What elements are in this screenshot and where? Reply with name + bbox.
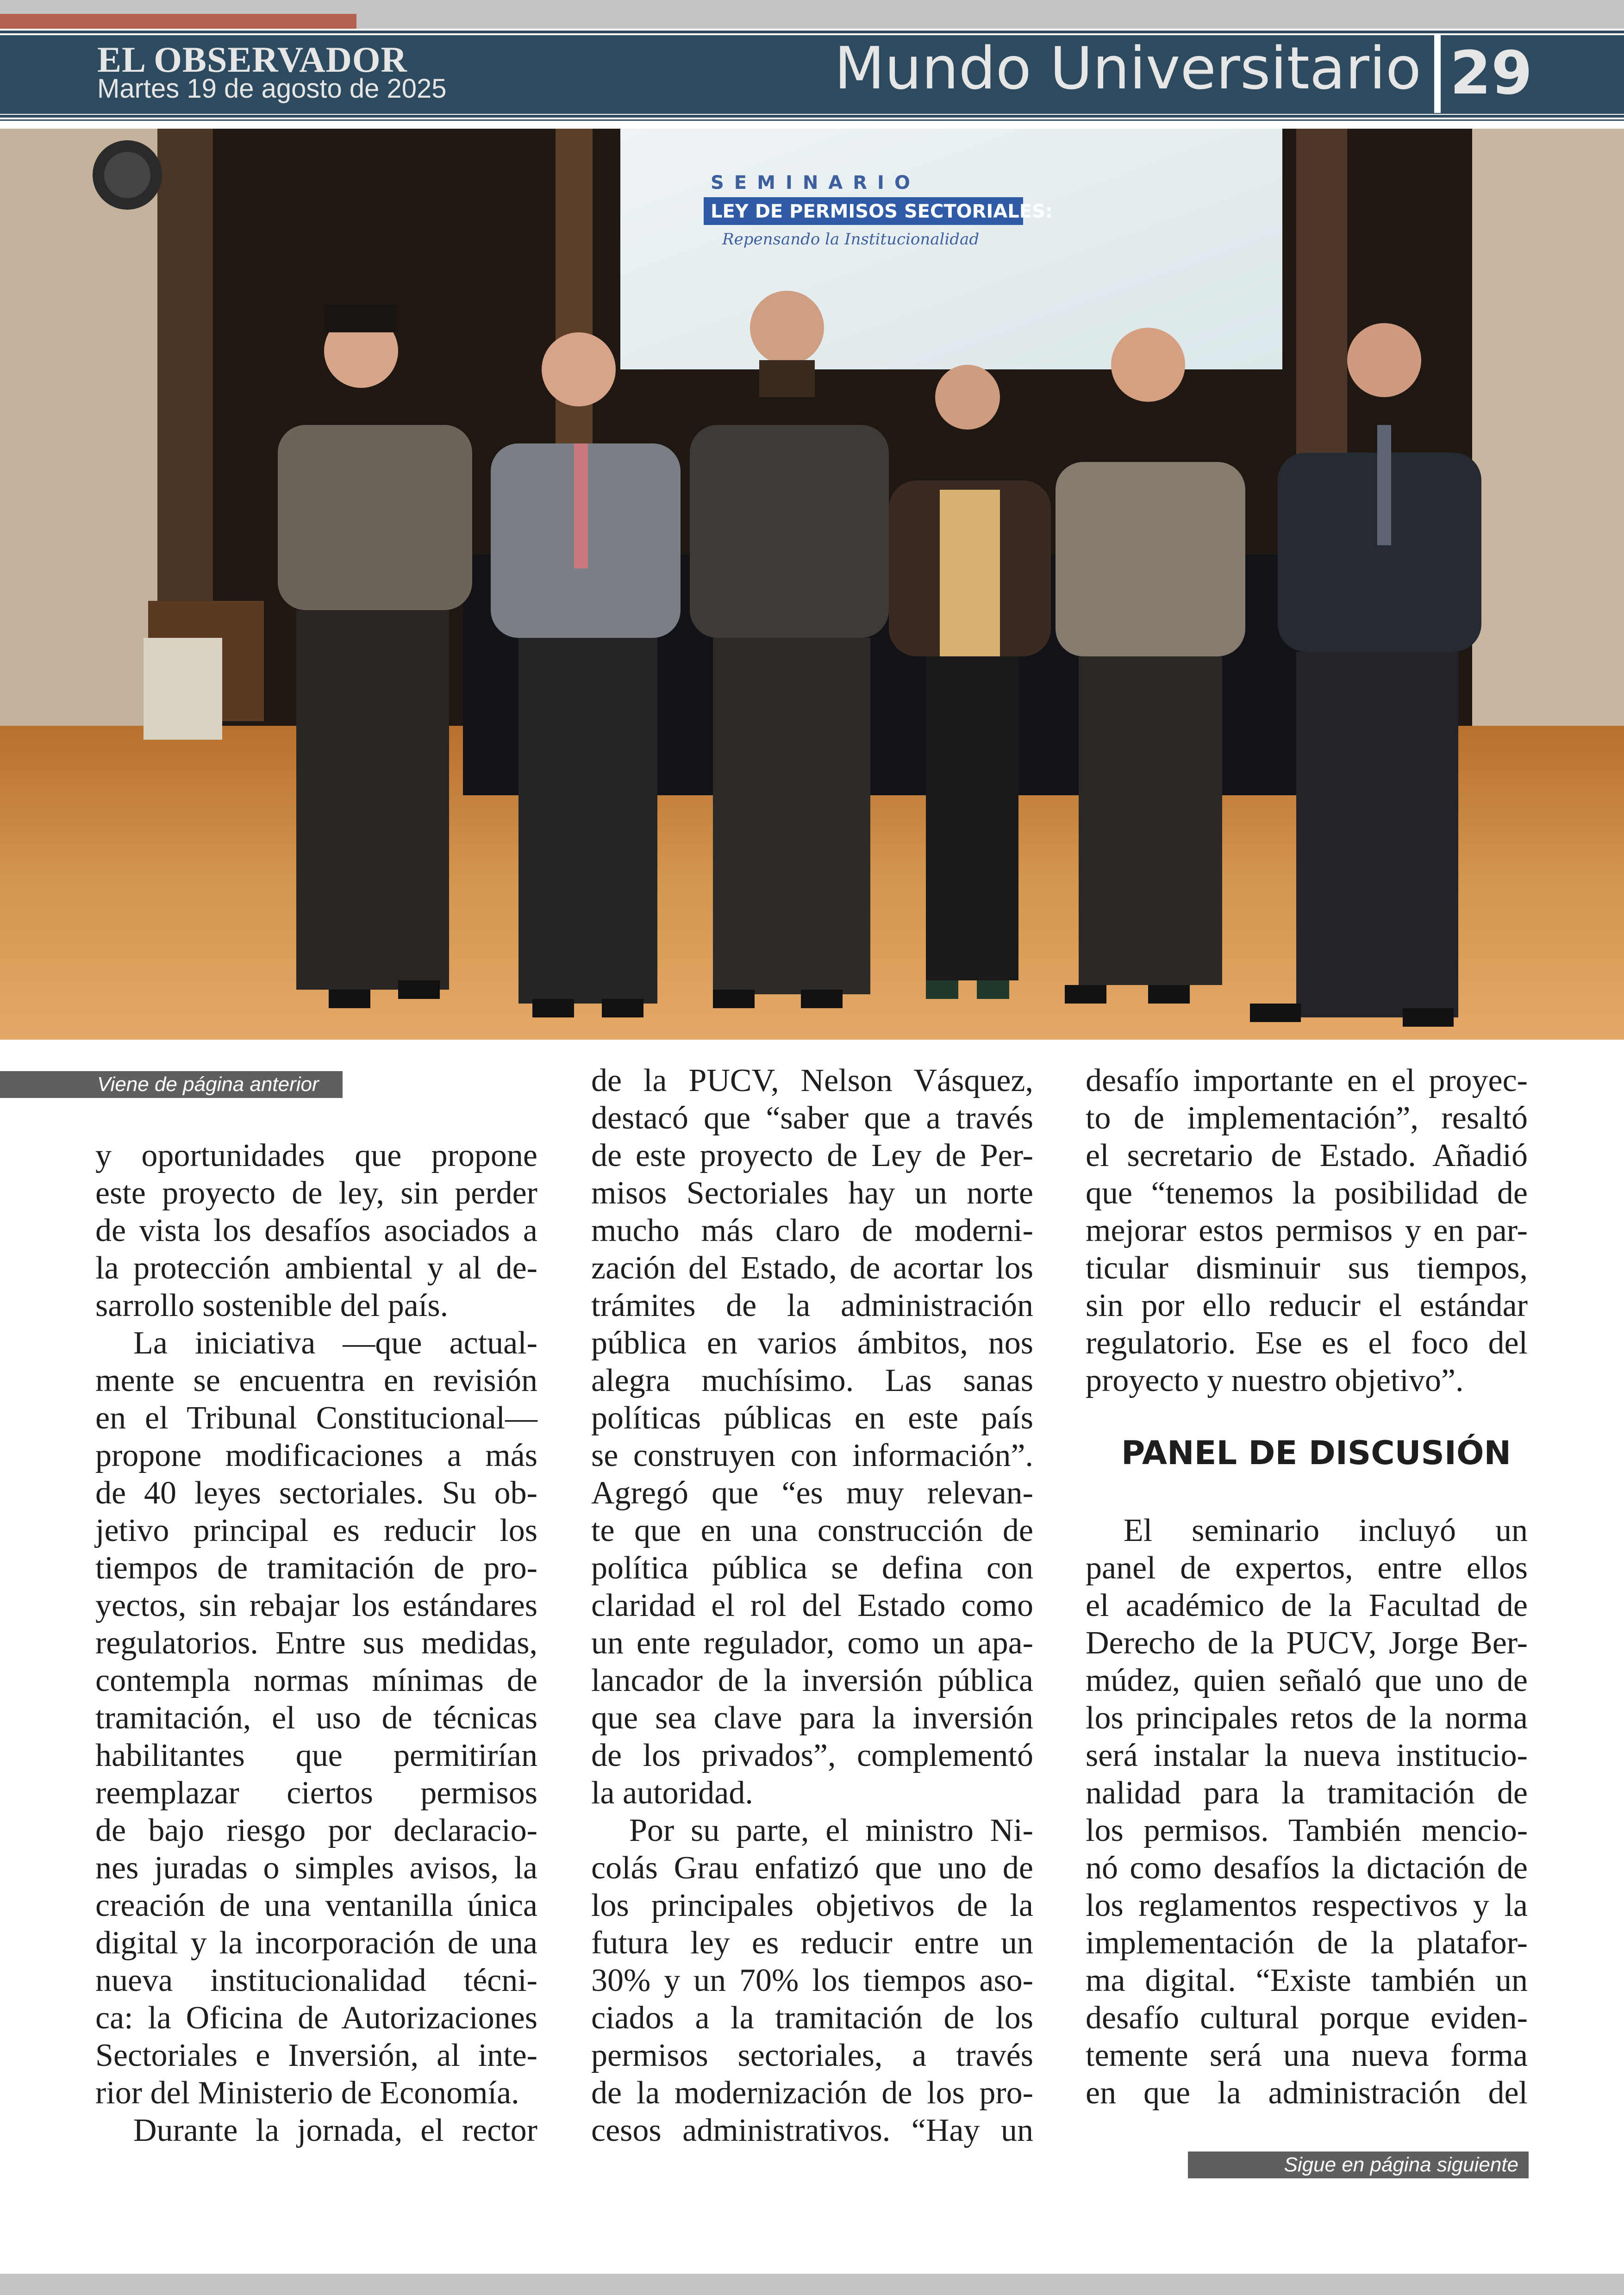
header-rule-bottom [0,115,1624,118]
text-line: que “tenemos la posibilidad de [1086,1175,1528,1211]
text-line: contempla normas mínimas de [95,1663,537,1698]
text-line: sarrollo sostenible del país. [95,1288,449,1323]
text-line: tiempos de tramitación de pro- [95,1550,537,1586]
continues-on-tag: Sigue en página siguiente [1188,2152,1529,2178]
text-line: ciados a la tramitación de los [591,2000,1033,2036]
text-line: Por su parte, el ministro Ni- [629,1813,1033,1848]
text-line: ma digital. “Existe también un [1086,1963,1528,1998]
text-line: el académico de la Facultad de [1086,1588,1528,1623]
text-line: será instalar la nueva institucio- [1086,1738,1528,1773]
text-line: colás Grau enfatizó que uno de [591,1850,1033,1886]
text-line: ticular disminuir sus tiempos, [1086,1250,1528,1286]
text-line: implementación de la platafor- [1086,1925,1528,1961]
screen-text-seminario: SEMINARIO [711,172,920,193]
text-line: nueva institucionalidad técni- [95,1963,537,1998]
text-line: regulatorio. Ese es el foco del [1086,1325,1528,1361]
text-line: futura ley es reducir entre un [591,1925,1033,1961]
text-line: te que en una construcción de [591,1513,1033,1548]
text-line: creación de una ventanilla única [95,1888,537,1923]
text-line: regulatorios. Entre sus medidas, [95,1625,537,1661]
text-line: mejorar estos permisos y en par- [1086,1213,1528,1248]
text-line: en el Tribunal Constitucional— [95,1400,537,1436]
issue-date: Martes 19 de agosto de 2025 [97,74,447,104]
text-line: en que la administración del [1086,2075,1528,2111]
text-line: El seminario incluyó un [1124,1513,1528,1548]
text-line: de la PUCV, Nelson Vásquez, [591,1063,1033,1098]
text-line: proyecto y nuestro objetivo”. [1086,1363,1464,1398]
text-line: mucho más claro de moderni- [591,1213,1033,1248]
text-line: ca: la Oficina de Autorizaciones [95,2000,537,2036]
text-line: la protección ambiental y al de- [95,1250,537,1286]
text-line: cesos administrativos. “Hay un [591,2113,1033,2148]
text-line: de la modernización de los pro- [591,2075,1033,2111]
text-line: desafío importante en el proyec- [1086,1063,1528,1098]
text-line: lancador de la inversión pública [591,1663,1033,1698]
text-line: rior del Ministerio de Economía. [95,2075,519,2111]
text-line: panel de expertos, entre ellos [1086,1550,1528,1586]
text-line: trámites de la administración [591,1288,1033,1323]
text-line: políticas públicas en este país [591,1400,1033,1436]
header-divider [1434,34,1441,113]
text-line: nó como desafíos la dictación de [1086,1850,1528,1886]
text-line: temente será una nueva forma [1086,2038,1528,2073]
text-line: y oportunidades que propone [95,1138,537,1173]
text-line: Durante la jornada, el rector [133,2113,537,2148]
text-line: los reglamentos respectivos y la [1086,1888,1528,1923]
text-line: sin por ello reducir el estándar [1086,1288,1528,1323]
text-line: jetivo principal es reducir los [95,1513,537,1548]
text-line: la autoridad. [591,1775,753,1811]
text-line: tramitación, el uso de técnicas [95,1700,537,1736]
text-line: reemplazar ciertos permisos [95,1775,537,1811]
header-accent-bar [0,14,356,29]
header-rule-bottom-thin [0,119,1624,121]
text-line: los principales objetivos de la [591,1888,1033,1923]
header-rule-top [0,31,1624,33]
text-line: de este proyecto de Ley de Per- [591,1138,1033,1173]
text-line: zación del Estado, de acortar los [591,1250,1033,1286]
text-line: 30% y un 70% los tiempos aso- [591,1963,1033,1998]
article-column-3-continued [1086,1512,1528,2112]
text-line: desafío cultural porque eviden- [1086,2000,1528,2036]
section-title: Mundo Universitario [834,34,1421,102]
text-line: de los privados”, complementó [591,1738,1033,1773]
text-line: digital y la incorporación de una [95,1925,537,1961]
text-line: pública en varios ámbitos, nos [591,1325,1033,1361]
text-line: nalidad para la tramitación de [1086,1775,1528,1811]
article-column-1 [95,1137,537,2149]
newspaper-name: EL OBSERVADOR [97,39,407,80]
text-line: permisos sectoriales, a través [591,2038,1033,2073]
bottom-gray-strip [0,2274,1624,2295]
section-subheading: PANEL DE DISCUSIÓN [1121,1434,1512,1472]
text-line: propone modificaciones a más [95,1438,537,1473]
text-line: política pública se defina con [591,1550,1033,1586]
event-photo-illustration [0,129,1624,1040]
article-column-2 [591,1062,1033,2149]
text-line: to de implementación”, resaltó [1086,1100,1528,1136]
page-number: 29 [1450,39,1533,108]
text-line: La iniciativa —que actual- [133,1325,537,1361]
text-line: de bajo riesgo por declaracio- [95,1813,537,1848]
text-line: mente se encuentra en revisión [95,1363,537,1398]
text-line: Sectoriales e Inversión, al inte- [95,2038,537,2073]
continued-from-tag: Viene de página anterior [0,1071,343,1098]
text-line: Derecho de la PUCV, Jorge Ber- [1086,1625,1528,1661]
text-line: yectos, sin rebajar los estándares [95,1588,537,1623]
text-line: misos Sectoriales hay un norte [591,1175,1033,1211]
text-line: claridad el rol del Estado como [591,1588,1033,1623]
text-line: destacó que “saber que a través [591,1100,1033,1136]
text-line: Agregó que “es muy relevan- [591,1475,1033,1511]
text-line: los permisos. También mencio- [1086,1813,1528,1848]
screen-text-ley: LEY DE PERMISOS SECTORIALES: [711,201,1053,222]
text-line: alegra muchísimo. Las sanas [591,1363,1033,1398]
text-line: el secretario de Estado. Añadió [1086,1138,1528,1173]
article-column-3 [1086,1062,1528,1399]
text-line: múdez, quien señaló que uno de [1086,1663,1528,1698]
text-line: este proyecto de ley, sin perder [95,1175,537,1211]
text-line: que sea clave para la inversión [591,1700,1033,1736]
screen-text-subtitle: Repensando la Institucionalidad [722,230,980,249]
text-line: habilitantes que permitirían [95,1738,537,1773]
event-photo [0,129,1624,1040]
text-line: los principales retos de la norma [1086,1700,1528,1736]
text-line: de 40 leyes sectoriales. Su ob- [95,1475,537,1511]
text-line: de vista los desafíos asociados a [95,1213,537,1248]
text-line: un ente regulador, como un apa- [591,1625,1033,1661]
text-line: se construyen con información”. [591,1438,1033,1473]
text-line: nes juradas o simples avisos, la [95,1850,537,1886]
